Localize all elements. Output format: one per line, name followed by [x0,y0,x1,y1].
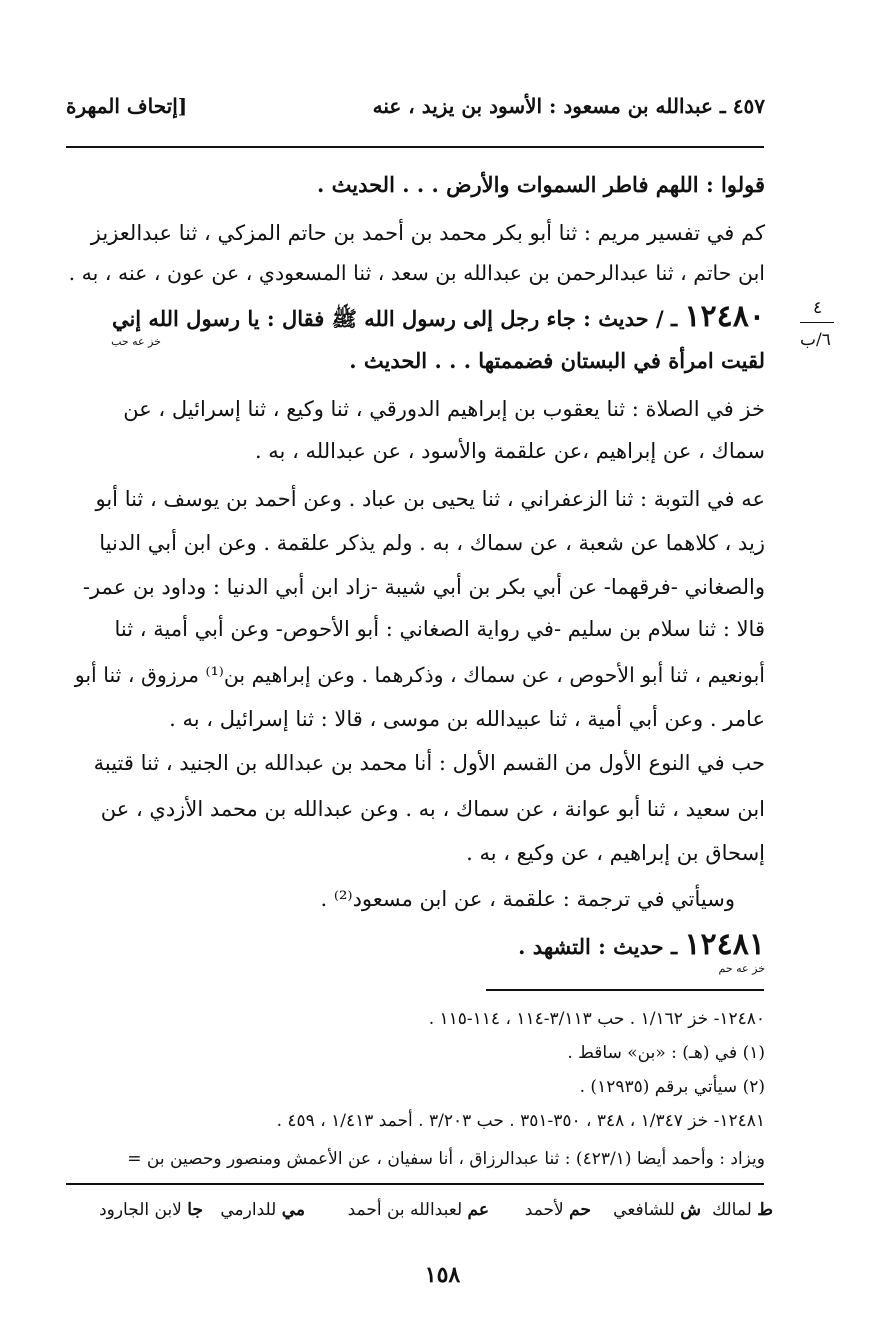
footer-divider [66,1183,764,1185]
legend-name: لمالك [712,1200,752,1220]
legend-code: عم [467,1200,489,1220]
legend-code: مي [281,1200,305,1220]
text-line: عامر . وعن أبي أمية ، ثنا عبيدالله بن موسى ، قالا : ثنا إسرائيل ، به . [169,707,765,731]
legend-name: لعبدالله بن أحمد [347,1200,463,1220]
text-line: والصغاني -فرقهما- عن أبي بكر بن أبي شيبة -زاد ابن أبي الدنيا : وداود بن عمر- [82,575,765,599]
folio-number: ٤ [813,298,823,318]
hadith-heading-12481 [518,927,765,962]
header-title: ٤٥٧ ـ عبدالله بن مسعود : الأسود بن يزيد ، عنه [372,94,765,118]
hadith-heading-text: ـ حديث : التشهد . [518,934,678,959]
text-line: إسحاق بن إبراهيم ، عن وكيع ، به . [466,841,765,865]
legend-code: ش [680,1200,701,1220]
header-book-title: [إتحاف المهرة [66,94,188,118]
text-line: لقيت امرأة في البستان فضممتها . . . الحديث . [349,348,765,373]
legend-name: لأحمد [524,1200,564,1220]
legend-item [613,1200,701,1220]
text-line: قالا : ثنا سلام بن سليم -في رواية الصغاني : أبو الأحوص- وعن أبي أمية ، ثنا [114,617,765,641]
text-line: ابن حاتم ، ثنا عبدالرحمن بن عبدالله بن سعد ، ثنا المسعودي ، عن عون ، عنه ، به . [68,261,765,285]
footnote: ١٢٤٨٠- خز ١/١٦٢ . حب ٣/١١٣-١١٤ ، ١١٤-١١٥ . [428,1009,765,1029]
text-line: عه في التوبة : ثنا الزعفراني ، ثنا يحيى بن عباد . وعن أحمد بن يوسف ، ثنا أبو [95,487,765,511]
footnote: ١٢٤٨١- خز ١/٣٤٧ ، ٣٤٨ ، ٣٥٠-٣٥١ . حب ٣/٢٠٣ . أحمد ١/٤١٣ ، ٤٥٩ . [276,1111,765,1131]
footnote: ويزاد : وأحمد أيضا (٤٢٣/١) : ثنا عبدالرزاق ، أنا سفيان ، عن الأعمش ومنصور وحصين بن = [127,1149,765,1169]
legend-item [220,1200,305,1220]
hadith-number: ١٢٤٨٠ [684,299,765,334]
legend-item [525,1200,591,1220]
header-divider [66,146,764,148]
footnote: (٢) سيأتي برقم (١٢٩٣٥) . [579,1077,765,1097]
text-line: خز في الصلاة : ثنا يعقوب بن إبراهيم الدورقي ، ثنا وكيع ، ثنا إسرائيل ، عن [123,397,765,421]
folio-side: ٦/ب [800,330,831,350]
text-line: ابن سعيد ، ثنا أبو عوانة ، عن سماك ، به . وعن عبدالله بن محمد الأزدي ، عن [100,797,765,821]
footnote: (١) في (هـ) : «بن» ساقط . [567,1043,765,1063]
legend-code: حم [569,1200,591,1220]
legend-item [712,1200,773,1220]
legend-code: جا [187,1200,203,1220]
footnote-divider [486,989,764,991]
legend-name: للشافعي [613,1200,675,1220]
hadith-sources: خز عه حب [111,335,161,348]
text-line: كم في تفسير مريم : ثنا أبو بكر محمد بن أحمد بن حاتم المزكي ، ثنا عبدالعزيز [90,221,765,245]
hadith-number: ١٢٤٨١ [684,927,765,962]
legend-code: ط [757,1200,773,1220]
legend-item [348,1200,489,1220]
hadith-sources: خز عه حم [718,962,765,975]
legend-name: للدارمي [220,1200,277,1220]
text-line: زيد ، كلاهما عن شعبة ، عن سماك ، به . ولم يذكر علقمة . وعن ابن أبي الدنيا [99,531,765,555]
hadith-heading-12480 [111,299,765,334]
text-line: سماك ، عن إبراهيم ،عن علقمة والأسود ، عن عبدالله ، به . [254,439,765,463]
legend-item [99,1200,203,1220]
text-line: حب في النوع الأول من القسم الأول : أنا محمد بن عبدالله بن الجنيد ، ثنا قتيبة [93,751,765,775]
legend-name: لابن الجارود [99,1200,182,1220]
text-line: قولوا : اللهم فاطر السموات والأرض . . . الحديث . [317,172,765,197]
page-number: ١٥٨ [424,1262,461,1288]
text-line: أبونعيم ، ثنا أبو الأحوص ، عن سماك ، وذكرهما . وعن إبراهيم بن⁽¹⁾ مرزوق ، ثنا أبو [74,663,765,687]
hadith-heading-text: ـ / حديث : جاء رجل إلى رسول الله ﷺ فقال : يا رسول الله إني [111,306,678,331]
folio-divider [800,322,834,323]
text-line: وسيأتي في ترجمة : علقمة ، عن ابن مسعود⁽²⁾ . [320,887,735,911]
